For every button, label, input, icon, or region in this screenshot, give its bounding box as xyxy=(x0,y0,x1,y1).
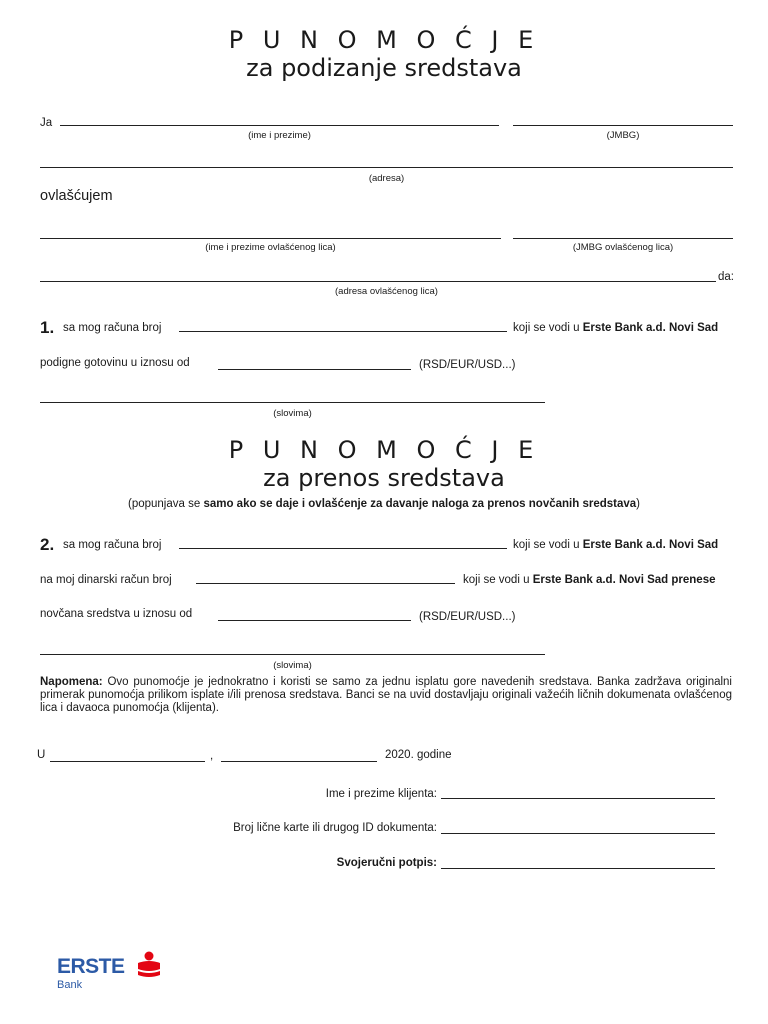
place-field[interactable] xyxy=(50,761,205,762)
ja-label: Ja xyxy=(40,117,53,129)
caption-words-1: (slovima) xyxy=(273,408,312,419)
account-label-2: sa mog računa broj xyxy=(63,539,162,551)
notice-paragraph: Napomena: Ovo punomoćje je jednokratno i koristi se samo za jednu isplatu gore navedenih sredstava. Banka zadržava originalni primerak punomoćja prilikom isplate i/ili prenosa sredstava. Banci se na uvid dostavljaju originali važećih ličnih dokumenata ovlašćenog lica i davaoca punomoćja (klijenta). xyxy=(40,676,732,714)
caption-auth-address: (adresa ovlašćenog lica) xyxy=(335,286,438,297)
bank-label-2: koji se vodi u Erste Bank a.d. Novi Sad xyxy=(513,539,719,551)
account-label-1: sa mog računa broj xyxy=(63,322,162,334)
erste-logo-text: ERSTE xyxy=(57,955,125,978)
jmbg-field[interactable] xyxy=(513,125,733,126)
caption-jmbg: (JMBG) xyxy=(606,130,640,141)
dinar-account-field[interactable] xyxy=(196,583,455,584)
name-field[interactable] xyxy=(60,125,499,126)
date-comma: , xyxy=(210,750,214,762)
bank-label-3: koji se vodi u Erste Bank a.d. Novi Sad prenese xyxy=(463,574,716,586)
caption-name: (ime i prezime) xyxy=(248,130,311,141)
subtitle-withdrawal: za podizanje sredstava xyxy=(246,54,522,82)
words-field-2[interactable] xyxy=(40,654,545,655)
client-name-field[interactable] xyxy=(441,798,715,799)
item-number-2: 2. xyxy=(40,535,55,554)
id-document-field[interactable] xyxy=(441,833,715,834)
currency-label-2: (RSD/EUR/USD...) xyxy=(419,611,516,623)
erste-logo-sub: Bank xyxy=(57,979,83,991)
client-name-label: Ime i prezime klijenta: xyxy=(325,788,437,800)
da-label: da: xyxy=(718,271,734,283)
caption-auth-jmbg: (JMBG ovlašćenog lica) xyxy=(572,242,674,253)
bank-label-1: koji se vodi u Erste Bank a.d. Novi Sad xyxy=(513,322,719,334)
amount-field-2[interactable] xyxy=(218,620,411,621)
year-label: 2020. godine xyxy=(385,749,452,761)
authorize-label: ovlašćujem xyxy=(40,188,113,204)
signature-label: Svojeručni potpis: xyxy=(336,857,437,869)
erste-logo-icon xyxy=(136,950,162,980)
auth-jmbg-field[interactable] xyxy=(513,238,733,239)
amount-field-1[interactable] xyxy=(218,369,411,370)
words-field-1[interactable] xyxy=(40,402,545,403)
caption-address: (adresa) xyxy=(368,173,405,184)
transfer-amount-label: novčana sredstva u iznosu od xyxy=(40,608,193,620)
place-label: U xyxy=(37,749,46,761)
dinar-account-label: na moj dinarski račun broj xyxy=(40,574,172,586)
auth-address-field[interactable] xyxy=(40,281,716,282)
title-punomocje-1: P U N O M O Ć J E xyxy=(228,26,540,54)
date-field[interactable] xyxy=(221,761,377,762)
account-field-2[interactable] xyxy=(179,548,507,549)
caption-words-2: (slovima) xyxy=(273,660,312,671)
auth-name-field[interactable] xyxy=(40,238,501,239)
subtitle-transfer: za prenos sredstava xyxy=(263,464,505,492)
account-field-1[interactable] xyxy=(179,331,507,332)
address-field[interactable] xyxy=(40,167,733,168)
signature-field[interactable] xyxy=(441,868,715,869)
caption-auth-name: (ime i prezime ovlašćenog lica) xyxy=(205,242,336,253)
transfer-note: (popunjava se samo ako se daje i ovlašćenje za davanje naloga za prenos novčanih sredstava) xyxy=(127,498,640,510)
title-punomocje-2: P U N O M O Ć J E xyxy=(228,436,540,464)
item-number-1: 1. xyxy=(40,318,55,337)
id-document-label: Broj lične karte ili drugog ID dokumenta: xyxy=(233,822,437,834)
withdraw-label: podigne gotovinu u iznosu od xyxy=(40,357,190,369)
currency-label-1: (RSD/EUR/USD...) xyxy=(419,359,516,371)
